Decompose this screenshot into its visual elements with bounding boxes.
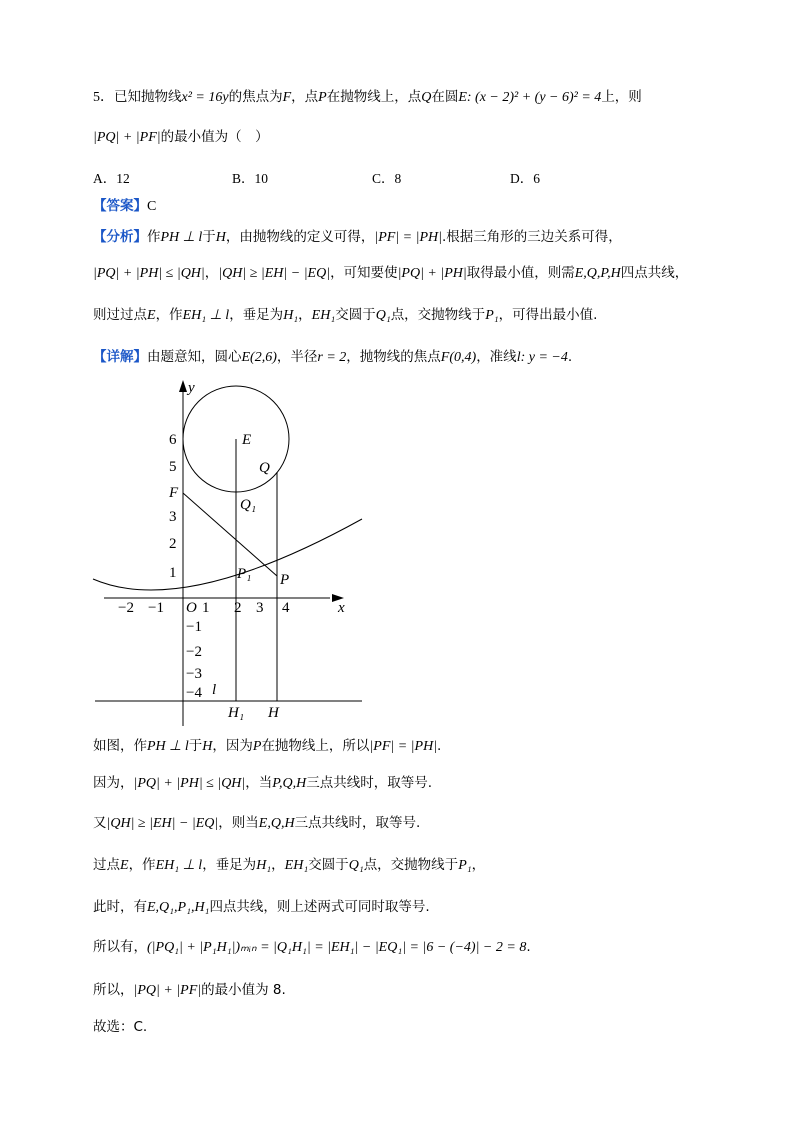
solution-text: 四点共线，则上述两式可同时取等号. — [209, 899, 430, 915]
option-c: C．8 — [372, 171, 402, 186]
math: P,Q,H — [272, 776, 307, 791]
math: Q₁ — [375, 308, 391, 323]
math: P₁ — [458, 858, 472, 873]
analysis-text: ，可知要使 — [330, 265, 398, 281]
analysis-text: 取得最小值，则需 — [466, 265, 575, 281]
solution-text: . — [526, 939, 531, 955]
problem-text: ，点 — [291, 89, 319, 105]
math: |PF| = |PH| — [369, 739, 438, 754]
problem-text: 已知抛物线 — [114, 89, 182, 105]
math: |PQ| + |PH| ≤ |QH| — [93, 266, 205, 281]
math: H — [202, 739, 213, 754]
math: E — [147, 308, 156, 323]
math: E,Q,H — [258, 816, 295, 831]
math: PH ⊥ l — [160, 230, 203, 245]
math: E,Q,P,H — [574, 266, 621, 281]
answer-value: C — [147, 199, 157, 214]
solution-text: ， — [271, 857, 285, 873]
solution-text: 过点 — [93, 857, 120, 873]
math: P₁ — [485, 308, 499, 323]
y-tick-label: 1 — [169, 565, 177, 581]
analysis-text: .根据三角形的三边关系可得， — [441, 229, 622, 245]
y-tick-label: −1 — [186, 619, 202, 635]
solution-text: 点，交抛物线于 — [363, 857, 459, 873]
analysis-text: ，垂足为 — [229, 307, 284, 323]
math: H — [215, 230, 226, 245]
detail-text: . — [567, 349, 573, 365]
solution-line-8: 故选：C. — [93, 1019, 148, 1035]
detail-text: ，半径 — [276, 349, 318, 365]
parabola-equation: x² = 16y — [181, 90, 229, 105]
detail-text: ，准线 — [476, 349, 517, 365]
focus-symbol: F — [282, 90, 292, 105]
label-e: E — [242, 432, 252, 448]
solution-text: 如图，作 — [93, 738, 147, 754]
problem-text: 的焦点为 — [228, 89, 283, 105]
solution-text: 三点共线时，取等号. — [294, 815, 421, 831]
math: r = 2 — [317, 350, 347, 365]
solution-text: ，垂足为 — [202, 857, 257, 873]
x-tick-label: 4 — [282, 600, 290, 616]
circle-equation: E: (x − 2)² + (y − 6)² = 4 — [458, 90, 602, 105]
point-q-symbol: Q — [421, 90, 432, 105]
solution-text: ，作 — [128, 857, 156, 873]
solution-text: 此时，有 — [93, 899, 147, 915]
math: |QH| ≥ |EH| − |EQ| — [218, 266, 331, 281]
solution-text: ， — [471, 857, 486, 873]
math: (|PQ₁| + |P₁H₁|)ₘᵢₙ = |Q₁H₁| = |EH₁| − |EQ₁| = |6 − (−4)| − 2 = 8 — [147, 940, 527, 955]
detail-text: 由题意知，圆心 — [147, 349, 242, 365]
analysis-text: ，可得出最小值. — [498, 307, 598, 323]
x-axis-label: x — [338, 600, 345, 616]
solution-text: 又 — [93, 815, 107, 831]
analysis-text: 作 — [147, 229, 161, 245]
y-tick-label: −2 — [186, 644, 202, 660]
y-tick-label: 5 — [169, 459, 177, 475]
math: EH₁ ⊥ l — [182, 308, 230, 323]
math: |PQ| + |PH| — [397, 266, 467, 281]
analysis-text: ， — [204, 265, 219, 281]
option-d: D．6 — [510, 171, 540, 186]
math: E(2,6) — [241, 350, 277, 365]
segment-fp — [183, 493, 277, 576]
solution-text: 交圆于 — [308, 857, 349, 873]
origin-label: O — [186, 600, 197, 616]
math: PH ⊥ l — [147, 739, 189, 754]
problem-text: 上，则 — [601, 89, 642, 105]
y-tick-label: 3 — [169, 509, 177, 525]
label-q: Q — [259, 460, 270, 476]
solution-text: 所以有， — [93, 939, 147, 955]
math: |QH| ≥ |EH| − |EQ| — [106, 816, 219, 831]
x-tick-label: 2 — [234, 600, 242, 616]
option-b: B．10 — [232, 171, 269, 186]
math: EH₁ — [311, 308, 336, 323]
math: EH₁ ⊥ l — [155, 858, 203, 873]
solution-line-2 — [93, 774, 432, 793]
solution-line-6 — [93, 938, 531, 957]
problem-text: 在圆 — [431, 89, 459, 105]
option-a: A．12 — [93, 171, 130, 186]
solution-text: . — [437, 738, 442, 754]
label-q1: Q₁ — [240, 497, 257, 513]
solution-line-3 — [93, 814, 420, 833]
detail-text: ，抛物线的焦点 — [346, 349, 441, 365]
analysis-text: 四点共线， — [620, 265, 689, 281]
solution-text: ，当 — [245, 775, 273, 791]
solution-line-4 — [93, 856, 485, 875]
math: Q₁ — [348, 858, 364, 873]
solution-text: ，因为 — [212, 738, 253, 754]
analysis-text: 交圆于 — [335, 307, 376, 323]
label-h1: H₁ — [228, 705, 245, 721]
target-expression: |PQ| + |PF| — [93, 130, 161, 145]
x-tick-label: 3 — [256, 600, 264, 616]
analysis-text: 则过过点 — [93, 307, 147, 323]
y-axis-arrow — [179, 380, 187, 392]
solution-text: 于 — [188, 738, 203, 754]
solution-line-1 — [93, 737, 441, 756]
y-axis-label: y — [188, 380, 195, 396]
detail-tag: 【详解】 — [93, 349, 147, 365]
math: l: y = −4 — [516, 350, 568, 365]
y-tick-label: 6 — [169, 432, 177, 448]
x-tick-label: −1 — [148, 600, 164, 616]
label-f: F — [169, 485, 179, 501]
analysis-text: 点，交抛物线于 — [390, 307, 486, 323]
solution-text: 在抛物线上，所以 — [261, 738, 370, 754]
solution-line-7 — [93, 981, 286, 1000]
label-p: P — [280, 572, 290, 588]
solution-text: 所以， — [93, 982, 134, 998]
label-p1: P₁ — [237, 566, 252, 582]
math: EH₁ — [284, 858, 309, 873]
point-p-symbol: P — [318, 90, 327, 105]
x-tick-label: 1 — [202, 600, 210, 616]
analysis-text: ， — [298, 307, 312, 323]
math: |PQ| + |PH| ≤ |QH| — [133, 776, 246, 791]
analysis-text: ，作 — [155, 307, 183, 323]
solution-text: ，则当 — [218, 815, 259, 831]
solution-text: 因为， — [93, 775, 134, 791]
parabola — [93, 519, 362, 590]
x-tick-label: −2 — [118, 600, 134, 616]
label-h: H — [268, 705, 279, 721]
math: E,Q₁,P₁,H₁ — [147, 900, 210, 915]
y-tick-label: −4 — [186, 685, 202, 701]
solution-text: 的最小值为 8. — [201, 982, 286, 998]
math: F(0,4) — [440, 350, 477, 365]
problem-text: 在抛物线上，点 — [326, 89, 422, 105]
solution-text: 三点共线时，取等号. — [306, 775, 433, 791]
math: H₁ — [283, 308, 299, 323]
math: |PQ| + |PF| — [133, 983, 202, 998]
analysis-tag: 【分析】 — [93, 229, 147, 245]
label-l: l — [212, 682, 217, 698]
y-tick-label: −3 — [186, 666, 202, 682]
math: E — [120, 858, 129, 873]
problem-number: 5． — [93, 90, 114, 105]
solution-line-5 — [93, 898, 430, 917]
math: H₁ — [256, 858, 272, 873]
analysis-text: 于 — [202, 229, 216, 245]
problem-text: 的最小值为（ ） — [160, 129, 269, 145]
analysis-text: ，由抛物线的定义可得， — [225, 229, 375, 245]
y-tick-label: 2 — [169, 536, 177, 552]
math: P — [252, 739, 262, 754]
answer-tag: 【答案】 — [93, 198, 147, 214]
math: |PF| = |PH| — [374, 230, 442, 245]
